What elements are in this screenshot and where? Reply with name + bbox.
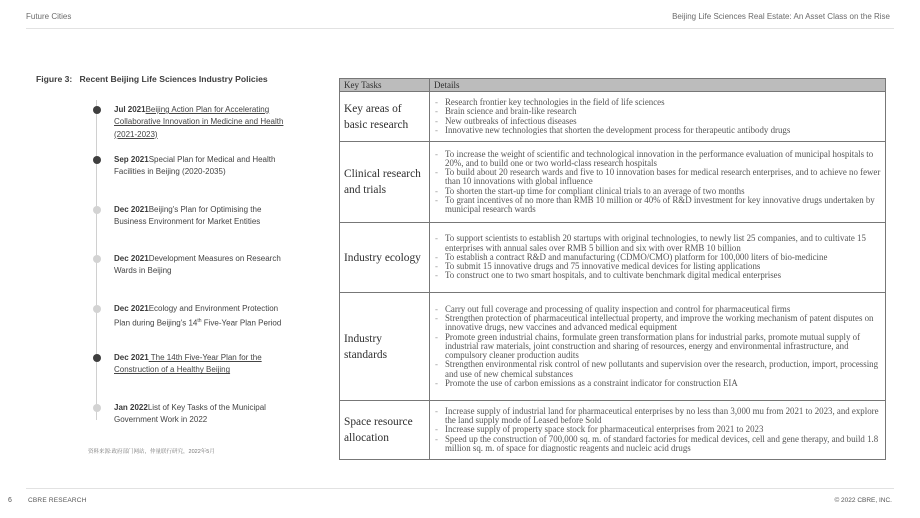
timeline-date: Jan 2022	[114, 403, 148, 412]
task-cell: Industry standards	[340, 293, 430, 401]
task-cell: Industry ecology	[340, 223, 430, 293]
timeline-text: Beijing Action Plan for Accelerating Collaborative Innovation in Medicine and Health (2021-2023)	[114, 105, 284, 139]
detail-item: - Strengthen protection of pharmaceutical intellectual property, and improve the working mechanism of patent disputes on innovative drugs, new vaccines and advanced medical equipment	[430, 314, 881, 332]
table-row	[340, 142, 886, 223]
page-number: 6	[8, 497, 12, 504]
header-section-title: Future Cities	[26, 12, 72, 21]
timeline-date: Sep 2021	[114, 155, 149, 164]
source-note: 资料来源:政府部门网站，仲量联行研究，2022年5月	[88, 449, 215, 455]
timeline-item	[114, 303, 284, 330]
timeline-text: List of Key Tasks of the Municipal Government Work in 2022	[114, 403, 266, 425]
task-cell: Space resource allocation	[340, 401, 430, 460]
header-divider	[26, 28, 894, 29]
figure-label: Figure 3:	[36, 74, 73, 84]
table-row	[340, 401, 886, 460]
timeline-dot	[93, 206, 101, 214]
timeline-text: Ecology and Environment Protection Plan during Beijing's 14	[114, 304, 279, 329]
timeline-dot	[93, 305, 101, 313]
policy-timeline	[90, 92, 290, 442]
detail-item: - Promote the use of carbon emissions as a constraint indicator for construction EIA	[430, 379, 881, 388]
timeline-date: Dec 2021	[114, 304, 149, 313]
timeline-dot	[93, 404, 101, 412]
details-cell	[430, 142, 886, 223]
header-report-title: Beijing Life Sciences Real Estate: An Asset Class on the Rise	[672, 12, 890, 21]
details-cell	[430, 293, 886, 401]
timeline-item	[114, 204, 284, 229]
detail-item: - Innovative new technologies that shorten the development process for therapeutic antibody drugs	[430, 126, 881, 135]
footer-brand: CBRE RESEARCH	[28, 497, 87, 504]
key-tasks-table	[339, 78, 886, 460]
detail-item: - Speed up the construction of 700,000 sq. m. of standard factories for medical devices, cell and gene therapy, and build 1.8 million sq. m. of space for diagnostic reagents and nucleic acid drugs	[430, 435, 881, 453]
timeline-text: Special Plan for Medical and Health Facilities in Beijing (2020-2035)	[114, 155, 276, 177]
timeline-date: Dec 2021	[114, 205, 149, 214]
detail-item: - To submit 15 innovative drugs and 75 innovative medical devices for listing applications	[430, 262, 881, 271]
task-cell: Key areas of basic research	[340, 92, 430, 142]
detail-item: - To build about 20 research wards and five to 10 innovation bases for medical research enterprises, and to achieve no fewer than 10 innovations with global influence	[430, 168, 881, 186]
table-header-row	[340, 79, 886, 92]
timeline-date: Jul 2021	[114, 105, 146, 114]
timeline-text-cont: Five-Year Plan Period	[201, 319, 282, 329]
figure-caption: Recent Beijing Life Sciences Industry Policies	[79, 74, 268, 84]
figure-title	[36, 74, 268, 84]
table-row	[340, 92, 886, 142]
table-row	[340, 223, 886, 293]
footer-copyright: © 2022 CBRE, INC.	[834, 497, 892, 504]
details-cell	[430, 223, 886, 293]
detail-item: - To establish a contract R&D and manufacturing (CDMO/CMO) platform for 100,000 liters of bio-medicine	[430, 253, 881, 262]
timeline-text: Beijing's Plan for Optimising the Business Environment for Market Entities	[114, 205, 262, 227]
timeline-text: Development Measures on Research Wards in Beijing	[114, 254, 281, 276]
timeline-dot	[93, 156, 101, 164]
timeline-item	[114, 253, 284, 278]
timeline-text: The 14th Five-Year Plan for the Construction of a Healthy Beijing	[114, 353, 262, 375]
detail-item: - To construct one to two smart hospitals, and to cultivate benchmark digital medical enterprises	[430, 271, 881, 280]
timeline-item	[114, 104, 284, 141]
task-cell: Clinical research and trials	[340, 142, 430, 223]
detail-item: - To shorten the start-up time for compliant clinical trials to an average of two months	[430, 187, 881, 196]
timeline-date: Dec 2021	[114, 254, 149, 263]
timeline-item	[114, 352, 284, 377]
detail-item: - To support scientists to establish 20 startups with original technologies, to newly list 25 companies, and to cultivate 15 enterprises with annual sales over RMB 5 billion and six with over RMB 10 billion	[430, 234, 881, 252]
details-cell	[430, 92, 886, 142]
detail-item: - Research frontier key technologies in the field of life sciences	[430, 98, 881, 107]
table-row	[340, 293, 886, 401]
timeline-dot	[93, 354, 101, 362]
detail-item: - Increase supply of property space stock for pharmaceutical enterprises from 2021 to 2023	[430, 425, 881, 434]
timeline-dot	[93, 255, 101, 263]
detail-item: - Increase supply of industrial land for pharmaceutical enterprises by no less than 3,000 mu from 2021 to 2023, and explore the land supply mode of Leased before Sold	[430, 407, 881, 425]
footer-divider	[26, 488, 894, 489]
detail-item: - To grant incentives of no more than RMB 10 million or 40% of R&D investment for key innovative drugs undertaken by municipal research wards	[430, 196, 881, 214]
details-cell	[430, 401, 886, 460]
detail-item: - To increase the weight of scientific and technological innovation in the performance evaluation of municipal hospitals to 20%, and to build one or two world-class research hospitals	[430, 150, 881, 168]
timeline-superscript: th	[197, 318, 202, 325]
timeline-date: Dec 2021	[114, 353, 149, 362]
detail-item: - Strengthen environmental risk control of new pollutants and supervision over the research, production, import, processing and use of new chemical substances	[430, 360, 881, 378]
detail-item: - Carry out full coverage and processing of quality inspection and control for pharmaceutical firms	[430, 305, 881, 314]
header-key-tasks: Key Tasks	[340, 79, 430, 92]
timeline-dot	[93, 106, 101, 114]
header-details: Details	[430, 79, 886, 92]
detail-item: - Promote green industrial chains, formulate green transformation plans for industrial parks, promote mutual supply of industrial raw materials, joint construction and sharing of resources, energy and environmental infrastructure, and compulsory cleaner production audits	[430, 333, 881, 361]
detail-item: - Brain science and brain-like research	[430, 107, 881, 116]
detail-item: - New outbreaks of infectious diseases	[430, 117, 881, 126]
timeline-item	[114, 154, 284, 179]
timeline-item	[114, 402, 284, 427]
